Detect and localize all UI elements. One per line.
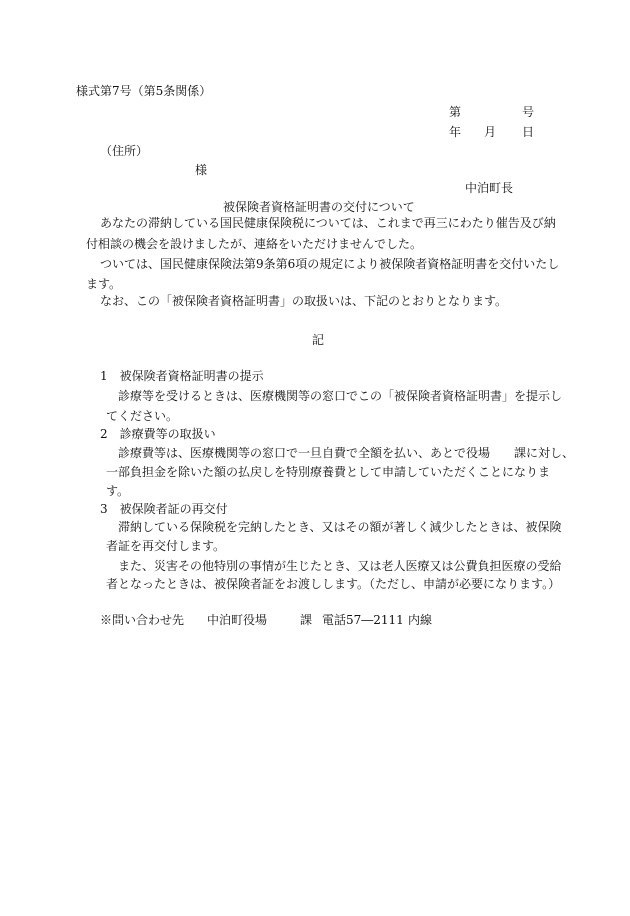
item-1-line: 診療等を受けるときは、医療機関等の窓口でこの「被保険者資格証明書」を提示し [118, 389, 563, 403]
item-3-line: また、災害その他特別の事情が生じたとき、又は老人医療又は公費負担医療の受給 [118, 559, 562, 573]
date-day: 日 [522, 125, 535, 139]
item-3-line: 滞納している保険税を完納したとき、又はその額が著しく減少したときは、被保険 [118, 520, 562, 534]
ki-heading: 記 [312, 333, 325, 347]
date-month: 月 [484, 125, 497, 139]
item-2-line: す。 [106, 484, 130, 498]
issuer-name: 中泊町長 [465, 181, 514, 195]
body-p2-line1: ついては、国民健康保険法第9条第6項の規定により被保険者資格証明書を交付いたし [100, 257, 560, 271]
contact-office: 中泊町役場 [207, 613, 268, 627]
contact-label: ※問い合わせ先 [100, 613, 185, 627]
contact-phone: 電話57―2111 [322, 613, 404, 627]
recipient-honorific: 様 [195, 163, 208, 177]
address-label: （住所） [100, 144, 149, 158]
document-title: 被保険者資格証明書の交付について [223, 200, 415, 214]
item-2-line: 診療費等は、医療機関等の窓口で一旦自費で全額を払い、あとで役場 課に対し、 [118, 446, 575, 460]
item-3-heading: 3 被保険者証の再交付 [100, 502, 228, 516]
body-p3-line1: なお、この「被保険者資格証明書」の取扱いは、下記のとおりとなります。 [100, 294, 508, 308]
contact-dept: 課 [300, 613, 313, 627]
body-p1-line2: 付相談の機会を設けましたが、連絡をいただけませんでした。 [86, 237, 423, 251]
item-1-heading: 1 被保険者資格証明書の提示 [100, 369, 264, 383]
doc-number-prefix: 第 [449, 105, 462, 119]
item-3-line: 者となったときは、被保険者証をお渡しします。（ただし、申請が必要になります。） [106, 577, 561, 591]
item-1-line: てください。 [106, 409, 179, 423]
form-number: 様式第7号（第5条関係） [76, 84, 212, 98]
date-year: 年 [449, 125, 462, 139]
body-p1-line1: あなたの滞納している国民健康保険税については、これまで再三にわたり催告及び納 [100, 216, 556, 230]
item-2-line: 一部負担金を除いた額の払戻しを特別療養費として申請していただくことになりま [106, 465, 551, 479]
contact-extension: 内線 [408, 613, 433, 627]
doc-number-suffix: 号 [522, 105, 535, 119]
item-2-heading: 2 診療費等の取扱い [100, 427, 216, 441]
item-3-line: 者証を再交付します。 [106, 539, 226, 553]
body-p2-line2: ます。 [86, 277, 122, 291]
